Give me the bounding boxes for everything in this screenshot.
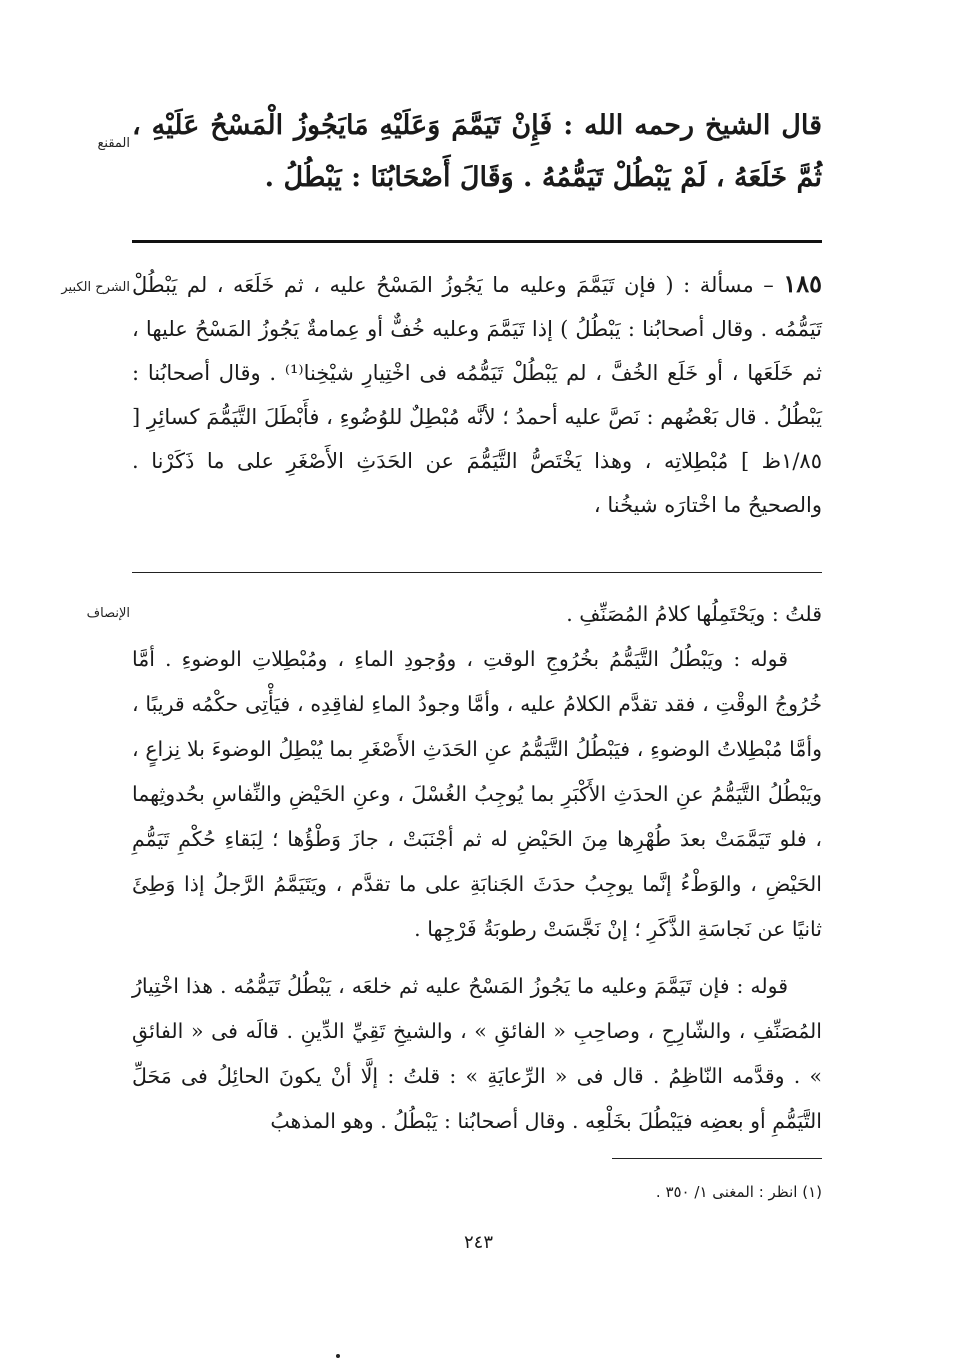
insaf-paragraph-1: قلتُ : ويَحْتَمِلُها كلامُ المُصَنِّفِ . bbox=[566, 602, 822, 626]
section-divider-thin bbox=[132, 572, 822, 573]
sharh-text: – مسألة : ( فإن تَيَمَّمَ وعليه ما يَجُوزُ المَسْحُ عليه ، ثم خَلَعَه ، لم يَبْطُلْ تَيَمُّمُه . وقال أصحابُنا : يَبْطُلُ ) إذا تَيَمَّمَ وعليه خُفٌّ أو عِمامةٌ يَجُوزُ المَسْحُ عليها ، ثم خَلَعَها ، أو خَلَع الخُفَّ ، لم يَبْطُلْ تَيَمُّمُه فى اخْتِيارِ شيْخِنا⁽¹⁾ . وقال أصحابُنا : يَبْطُلُ . قال بَعْضُهم : نَصَّ عليه أحمدُ ؛ لأنَّه مُبْطِلٌ للوُضُوءِ ، فأَبْطَلَ التَّيَمُّمَ كسائِرِ [ ١/٨٥ظ ] مُبْطِلاتِه ، وهذا يَخْتَصُّ التَّيَمُّمَ عن الحَدَثِ الأَصْغَرِ على ما ذَكَرْنا . والصحيحُ ما اخْتارَه شيخُنا ، bbox=[132, 273, 822, 517]
issue-number: ١٨٥ bbox=[783, 269, 822, 298]
label-insaf: الإنصاف bbox=[86, 606, 130, 621]
section-divider-thick bbox=[132, 240, 822, 243]
sharh-section bbox=[132, 262, 822, 527]
footnote: (١) انظر : المغنى ١/ ٣٥٠ . bbox=[655, 1183, 822, 1201]
stray-mark bbox=[336, 1354, 340, 1358]
label-sharh: الشرح الكبير bbox=[61, 280, 130, 295]
insaf-paragraph-2: قوله : ويَبْطُلُ التَّيَمُّمُ بخُرُوجِ الوقتِ ، ووُجودِ الماءِ ، ومُبْطِلاتِ الوضوءِ . أمَّا خُرُوجُ الوقْتِ ، فقد تقدَّم الكلامُ عليه ، وأمَّا وجودُ الماءِ لفاقِدِه ، فيَأْتِى حكْمُه قريبًا ، وأمَّا مُبْطِلاتُ الوضوءِ ، فيَبْطُلُ التَّيَمُّمُ عنِ الحَدَثِ الأَصْغَرِ بما يُبْطِلُ الوضوءَ بلا نِزاعٍ ، ويَبْطُلُ التَّيَمُّمُ عنِ الحدَثِ الأَكْبَرِ بما يُوجِبُ الغُسْلَ ، وعنِ الحَيْضِ والنِّفاسِ بحُدوثِهما ، فلو تَيَمَّمَتْ بعدَ طُهْرِها مِنَ الحَيْضِ له ثم أجْنَبَتْ ، جازَ وَطْؤُها ؛ لِبَقاءِ حُكْمِ تَيَمُّمِ الحَيْضِ ، والوَطْءُ إنَّما يوجِبُ حدَثَ الجَنابَةِ على ما تقدَّم ، ويَتَيَمَّمُ الرَّجلُ إذا وَطِئَ ثانيًا عن نَجاسَةِ الذَّكَرِ ؛ إنْ نَجَّسَتْ رطوبَةُ فَرْجِها . bbox=[132, 647, 822, 941]
footnote-divider bbox=[612, 1158, 822, 1159]
label-muqni: المقنع bbox=[97, 136, 130, 151]
insaf-section bbox=[132, 592, 822, 1144]
muqni-text: قال الشيخ رحمه الله : فَإِنْ تَيَمَّمَ وَعَلَيْهِ مَايَجُوزُ الْمَسْحُ عَلَيْهِ ، ثُمَّ خَلَعَهُ ، لَمْ يَبْطُلْ تَيَمُّمُهُ . وَقَالَ أَصْحَابُنَا : يَبْطُلُ . bbox=[132, 110, 822, 193]
insaf-paragraph-3: قوله : فإن تَيَمَّمَ وعليه ما يَجُوزُ المَسْحُ عليه ثم خلعَه ، يَبْطُلُ تَيَمُّمُه . هذا اخْتِيارُ المُصَنِّفِ ، والشّارِحِ ، وصاحِبِ « الفائقِ » ، والشيخِ تَقِيِّ الدِّينِ . قالَه فى « الفائقِ » . وقدَّمه النّاظِمُ . قال فى « الرِّعايَةِ » : قلتُ : إلَّا أنْ يكونَ الحائِلُ فى مَحَلِّ التَّيَمُّمِ أو بعضِه فيَبْطُلَ بخَلْعِه . وقال أصحابُنا : يَبْطُلُ . وهو المذهبُ bbox=[132, 974, 822, 1133]
page-number: ٢٤٣ bbox=[463, 1232, 493, 1253]
